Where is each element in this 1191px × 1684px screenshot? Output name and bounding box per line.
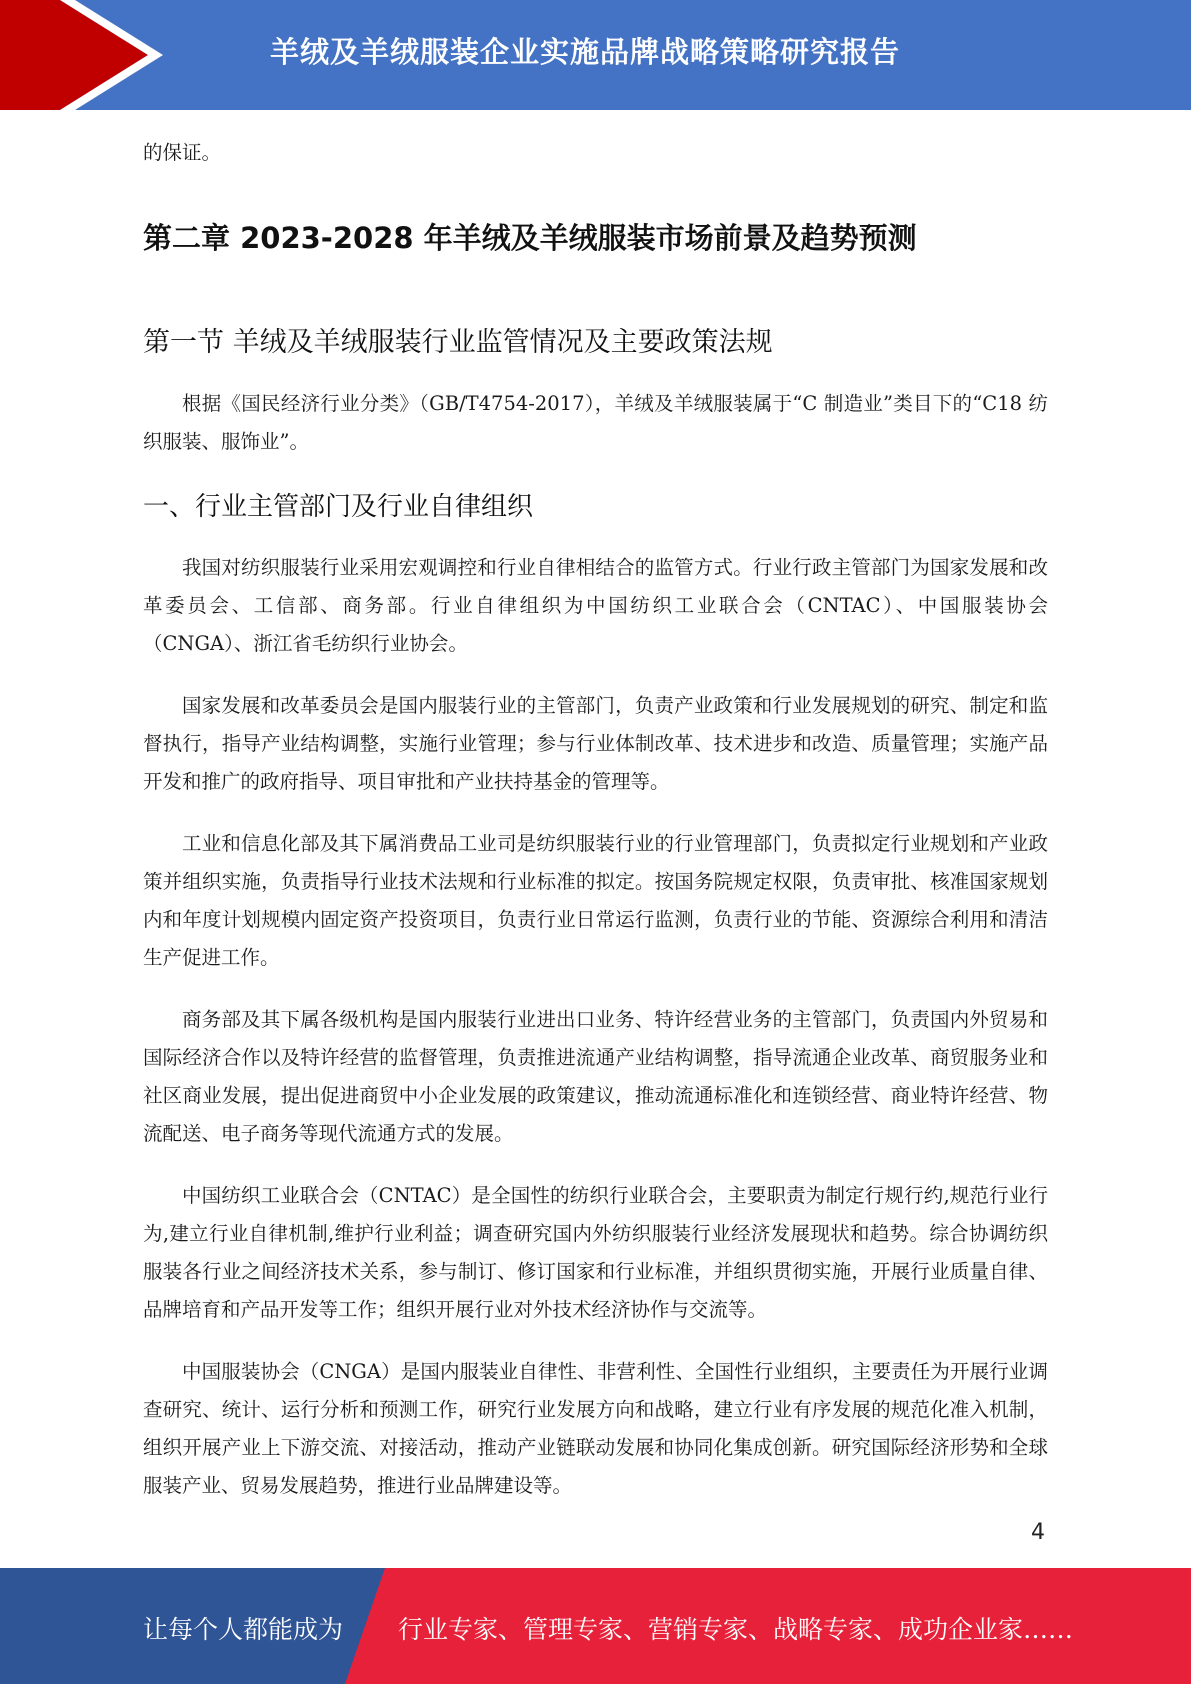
- paragraph-6: 中国服装协会（CNGA）是国内服装业自律性、非营利性、全国性行业组织，主要责任为开展行业调查研究、统计、运行分析和预测工作，研究行业发展方向和战略，建立行业有序发展的规范化准入机制，组织开展产业上下游交流、对接活动，推动产业链联动发展和协同化集成创新。研究国际经济形势和全球服装产业、贸易发展趋势，推进行业品牌建设等。: [143, 1360, 1048, 1497]
- header-title: 羊绒及羊绒服装企业实施品牌战略策略研究报告: [270, 35, 901, 69]
- page-number: 4: [1031, 1520, 1045, 1545]
- subsection-title: 一、行业主管部门及行业自律组织: [143, 492, 534, 522]
- paragraph-1: 我国对纺织服装行业采用宏观调控和行业自律相结合的监管方式。行业行政主管部门为国家发展和改革委员会、工信部、商务部。行业自律组织为中国纺织工业联合会（CNTAC）、中国服装协会（CNGA）、浙江省毛纺织行业协会。: [143, 556, 1048, 655]
- footer-slogan-left: 让每个人都能成为: [143, 1615, 344, 1644]
- paragraph-4: 商务部及其下属各级机构是国内服装行业进出口业务、特许经营业务的主管部门，负责国内外贸易和国际经济合作以及特许经营的监督管理，负责推进流通产业结构调整，指导流通企业改革、商贸服务业和社区商业发展，提出促进商贸中小企业发展的政策建议，推动流通标准化和连锁经营、商业特许经营、物流配送、电子商务等现代流通方式的发展。: [143, 1008, 1048, 1145]
- section-title: 第一节 羊绒及羊绒服装行业监管情况及主要政策法规: [143, 327, 773, 358]
- page-header: [0, 0, 1191, 110]
- header-red-arrow: [0, 0, 148, 110]
- paragraph-3: 工业和信息化部及其下属消费品工业司是纺织服装行业的行业管理部门，负责拟定行业规划和产业政策并组织实施，负责指导行业技术法规和行业标准的拟定。按国务院规定权限，负责审批、核准国家规划内和年度计划规模内固定资产投资项目，负责行业日常运行监测，负责行业的节能、资源综合利用和清洁生产促进工作。: [143, 832, 1048, 969]
- paragraph-2: 国家发展和改革委员会是国内服装行业的主管部门，负责产业政策和行业发展规划的研究、制定和监督执行，指导产业结构调整，实施行业管理；参与行业体制改革、技术进步和改造、质量管理；实施产品开发和推广的政府指导、项目审批和产业扶持基金的管理等。: [143, 694, 1048, 793]
- paragraph-5: 中国纺织工业联合会（CNTAC）是全国性的纺织行业联合会，主要职责为制定行规行约,规范行业行为,建立行业自律机制,维护行业利益；调查研究国内外纺织服装行业经济发展现状和趋势。综合协调纺织服装各行业之间经济技术关系，参与制订、修订国家和行业标准，并组织贯彻实施，开展行业质量自律、品牌培育和产品开发等工作；组织开展行业对外技术经济协作与交流等。: [143, 1184, 1048, 1321]
- intro-paragraph: 根据《国民经济行业分类》（GB/T4754-2017），羊绒及羊绒服装属于“C 制造业”类目下的“C18 纺织服装、服饰业”。: [143, 392, 1048, 453]
- page-footer: [0, 1568, 1191, 1684]
- footer-slogan-right: 行业专家、管理专家、营销专家、战略专家、成功企业家……: [398, 1615, 1074, 1644]
- chapter-title: 第二章 2023-2028 年羊绒及羊绒服装市场前景及趋势预测: [143, 221, 917, 255]
- continuation-text: 的保证。: [143, 141, 222, 164]
